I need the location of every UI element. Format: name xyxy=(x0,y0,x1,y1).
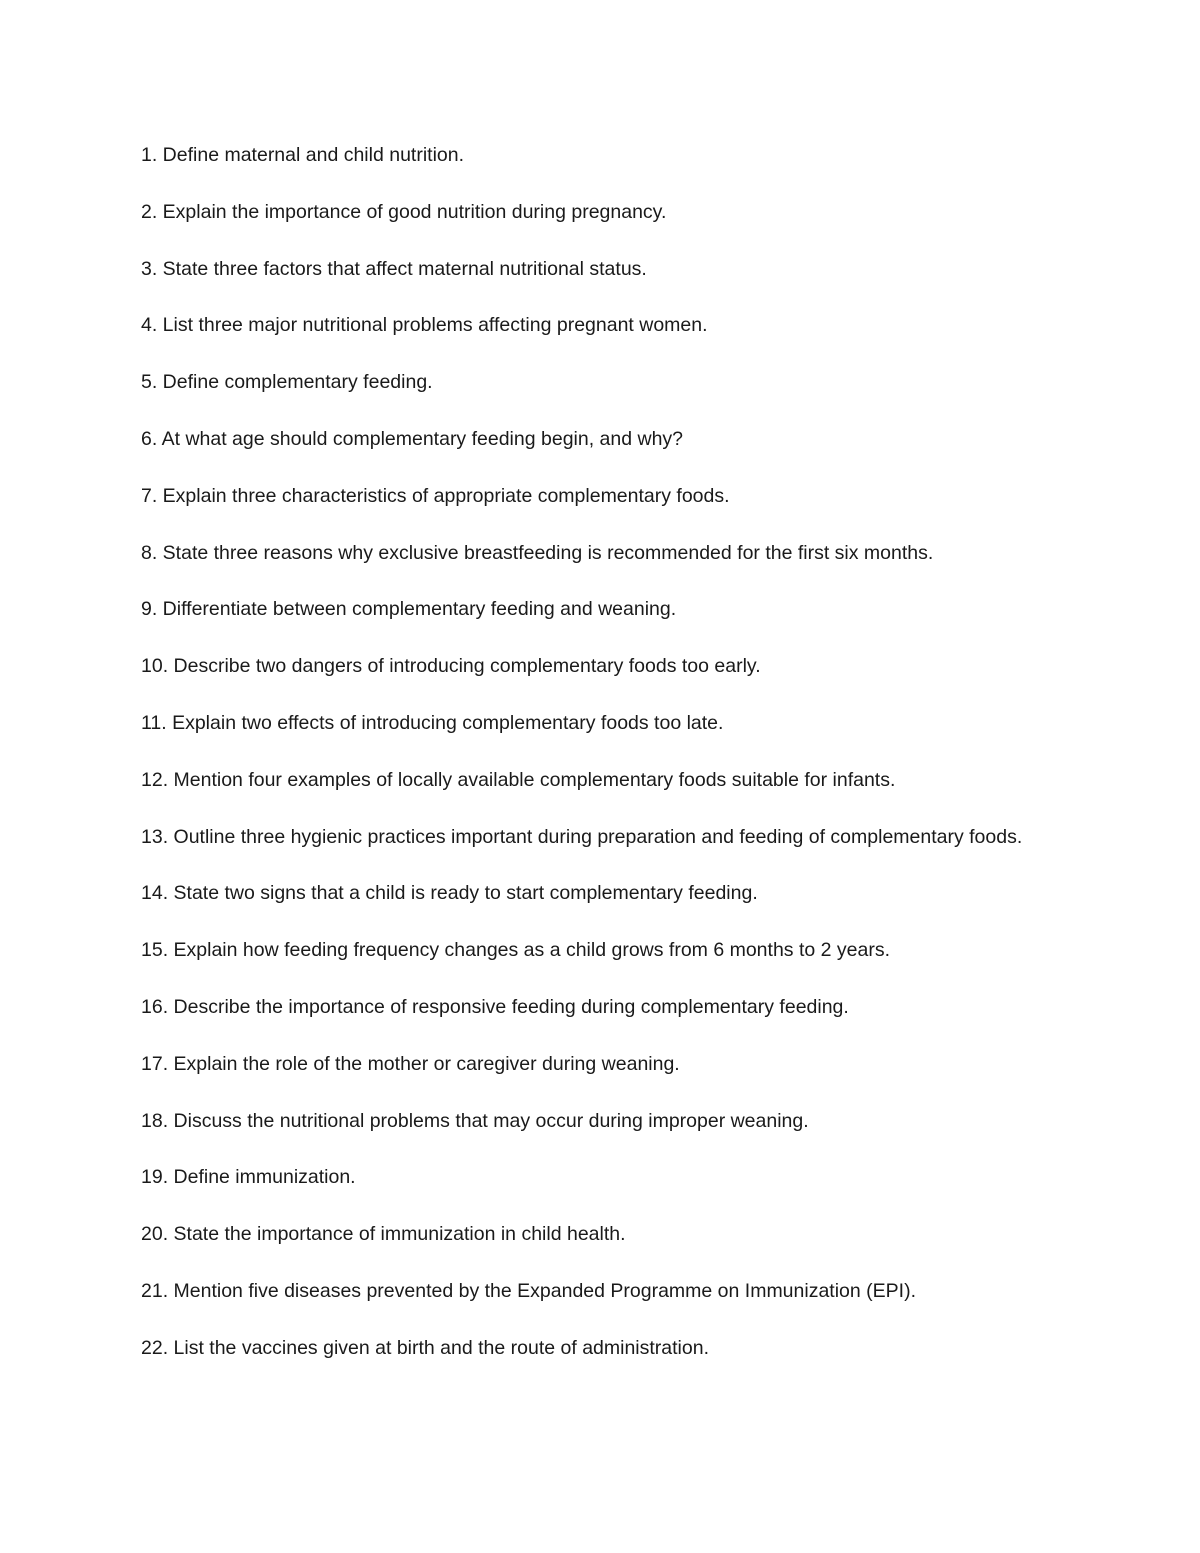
question-19: 19. Define immunization. xyxy=(141,1166,356,1189)
question-6: 6. At what age should complementary feeding begin, and why? xyxy=(141,427,684,450)
question-3: 3. State three factors that affect maternal nutritional status. xyxy=(141,257,647,280)
question-22: 22. List the vaccines given at birth and the route of administration. xyxy=(141,1336,709,1359)
question-7: 7. Explain three characteristics of appropriate complementary foods. xyxy=(141,484,730,507)
question-16: 16. Describe the importance of responsive feeding during complementary feeding. xyxy=(141,995,849,1018)
question-21: 21. Mention five diseases prevented by the Expanded Programme on Immunization (EPI). xyxy=(141,1279,916,1302)
question-9: 9. Differentiate between complementary feeding and weaning. xyxy=(141,598,677,621)
question-4: 4. List three major nutritional problems affecting pregnant women. xyxy=(141,314,708,337)
question-2: 2. Explain the importance of good nutrition during pregnancy. xyxy=(141,200,667,223)
question-14: 14. State two signs that a child is ready to start complementary feeding. xyxy=(141,882,758,905)
question-17: 17. Explain the role of the mother or caregiver during weaning. xyxy=(141,1052,680,1075)
question-15: 15. Explain how feeding frequency changes as a child grows from 6 months to 2 years. xyxy=(141,939,890,962)
question-5: 5. Define complementary feeding. xyxy=(141,371,433,394)
question-11: 11. Explain two effects of introducing complementary foods too late. xyxy=(141,711,724,734)
question-12: 12. Mention four examples of locally available complementary foods suitable for infants. xyxy=(141,768,896,791)
question-1: 1. Define maternal and child nutrition. xyxy=(141,144,465,166)
question-18: 18. Discuss the nutritional problems that may occur during improper weaning. xyxy=(141,1109,809,1132)
question-list xyxy=(141,141,1061,1391)
question-8: 8. State three reasons why exclusive breastfeeding is recommended for the first six months. xyxy=(141,541,934,564)
question-20: 20. State the importance of immunization in child health. xyxy=(141,1223,626,1246)
question-13: 13. Outline three hygienic practices important during preparation and feeding of complementary foods. xyxy=(141,825,1023,848)
question-10: 10. Describe two dangers of introducing complementary foods too early. xyxy=(141,655,761,678)
